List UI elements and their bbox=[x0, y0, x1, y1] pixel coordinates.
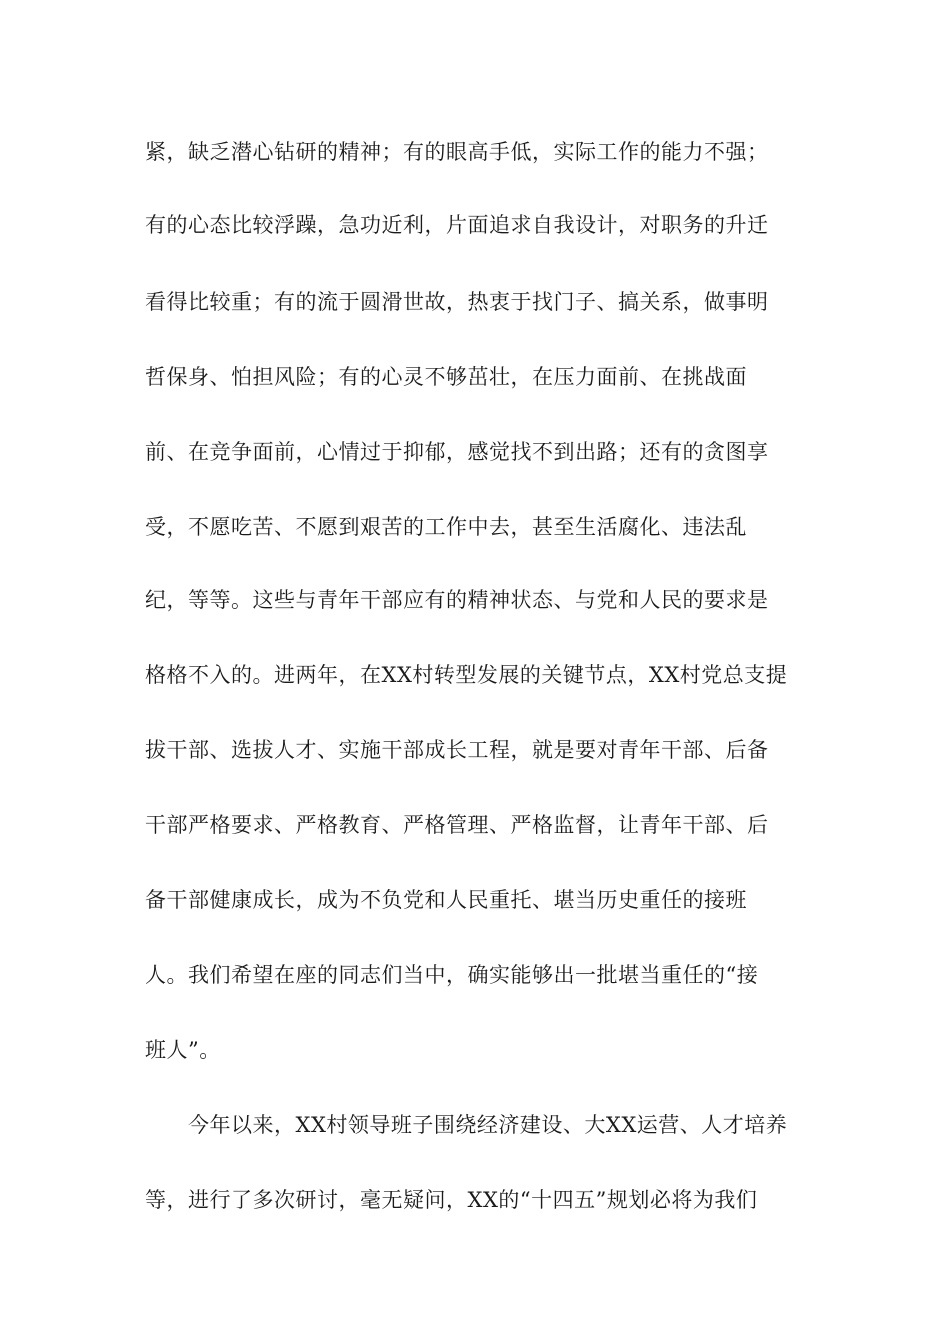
text-line: 人。我们希望在座的同志们当中，确实能够出一批堪当重任的“接 bbox=[145, 963, 759, 987]
text-line: 拔干部、选拔人才、实施干部成长工程，就是要对青年干部、后备 bbox=[145, 738, 769, 762]
text-line: 紧，缺乏潜心钻研的精神；有的眼高手低，实际工作的能力不强； bbox=[145, 140, 769, 164]
text-line: 班人”。 bbox=[145, 1038, 221, 1062]
text-line: 哲保身、怕担风险；有的心灵不够茁壮，在压力面前、在挑战面 bbox=[145, 365, 747, 389]
text-line: 格格不入的。进两年，在XX村转型发展的关键节点，XX村党总支提 bbox=[145, 663, 788, 687]
text-line: 看得比较重；有的流于圆滑世故，热衷于找门子、搞关系，做事明 bbox=[145, 290, 769, 314]
text-line: 前、在竞争面前，心情过于抑郁，感觉找不到出路；还有的贪图享 bbox=[145, 440, 769, 464]
text-line: 纪，等等。这些与青年干部应有的精神状态、与党和人民的要求是 bbox=[145, 588, 769, 612]
text-line: 备干部健康成长，成为不负党和人民重托、堪当历史重任的接班 bbox=[145, 888, 747, 912]
text-line: 受，不愿吃苦、不愿到艰苦的工作中去，甚至生活腐化、违法乱 bbox=[145, 515, 747, 539]
text-line: 等，进行了多次研讨，毫无疑问，XX的“十四五”规划必将为我们 bbox=[145, 1188, 758, 1212]
text-line: 有的心态比较浮躁，急功近利，片面追求自我设计，对职务的升迁 bbox=[145, 213, 769, 237]
paragraph-first-line: 今年以来，XX村领导班子围绕经济建设、大XX运营、人才培养 bbox=[188, 1113, 788, 1137]
text-line: 干部严格要求、严格教育、严格管理、严格监督，让青年干部、后 bbox=[145, 813, 769, 837]
